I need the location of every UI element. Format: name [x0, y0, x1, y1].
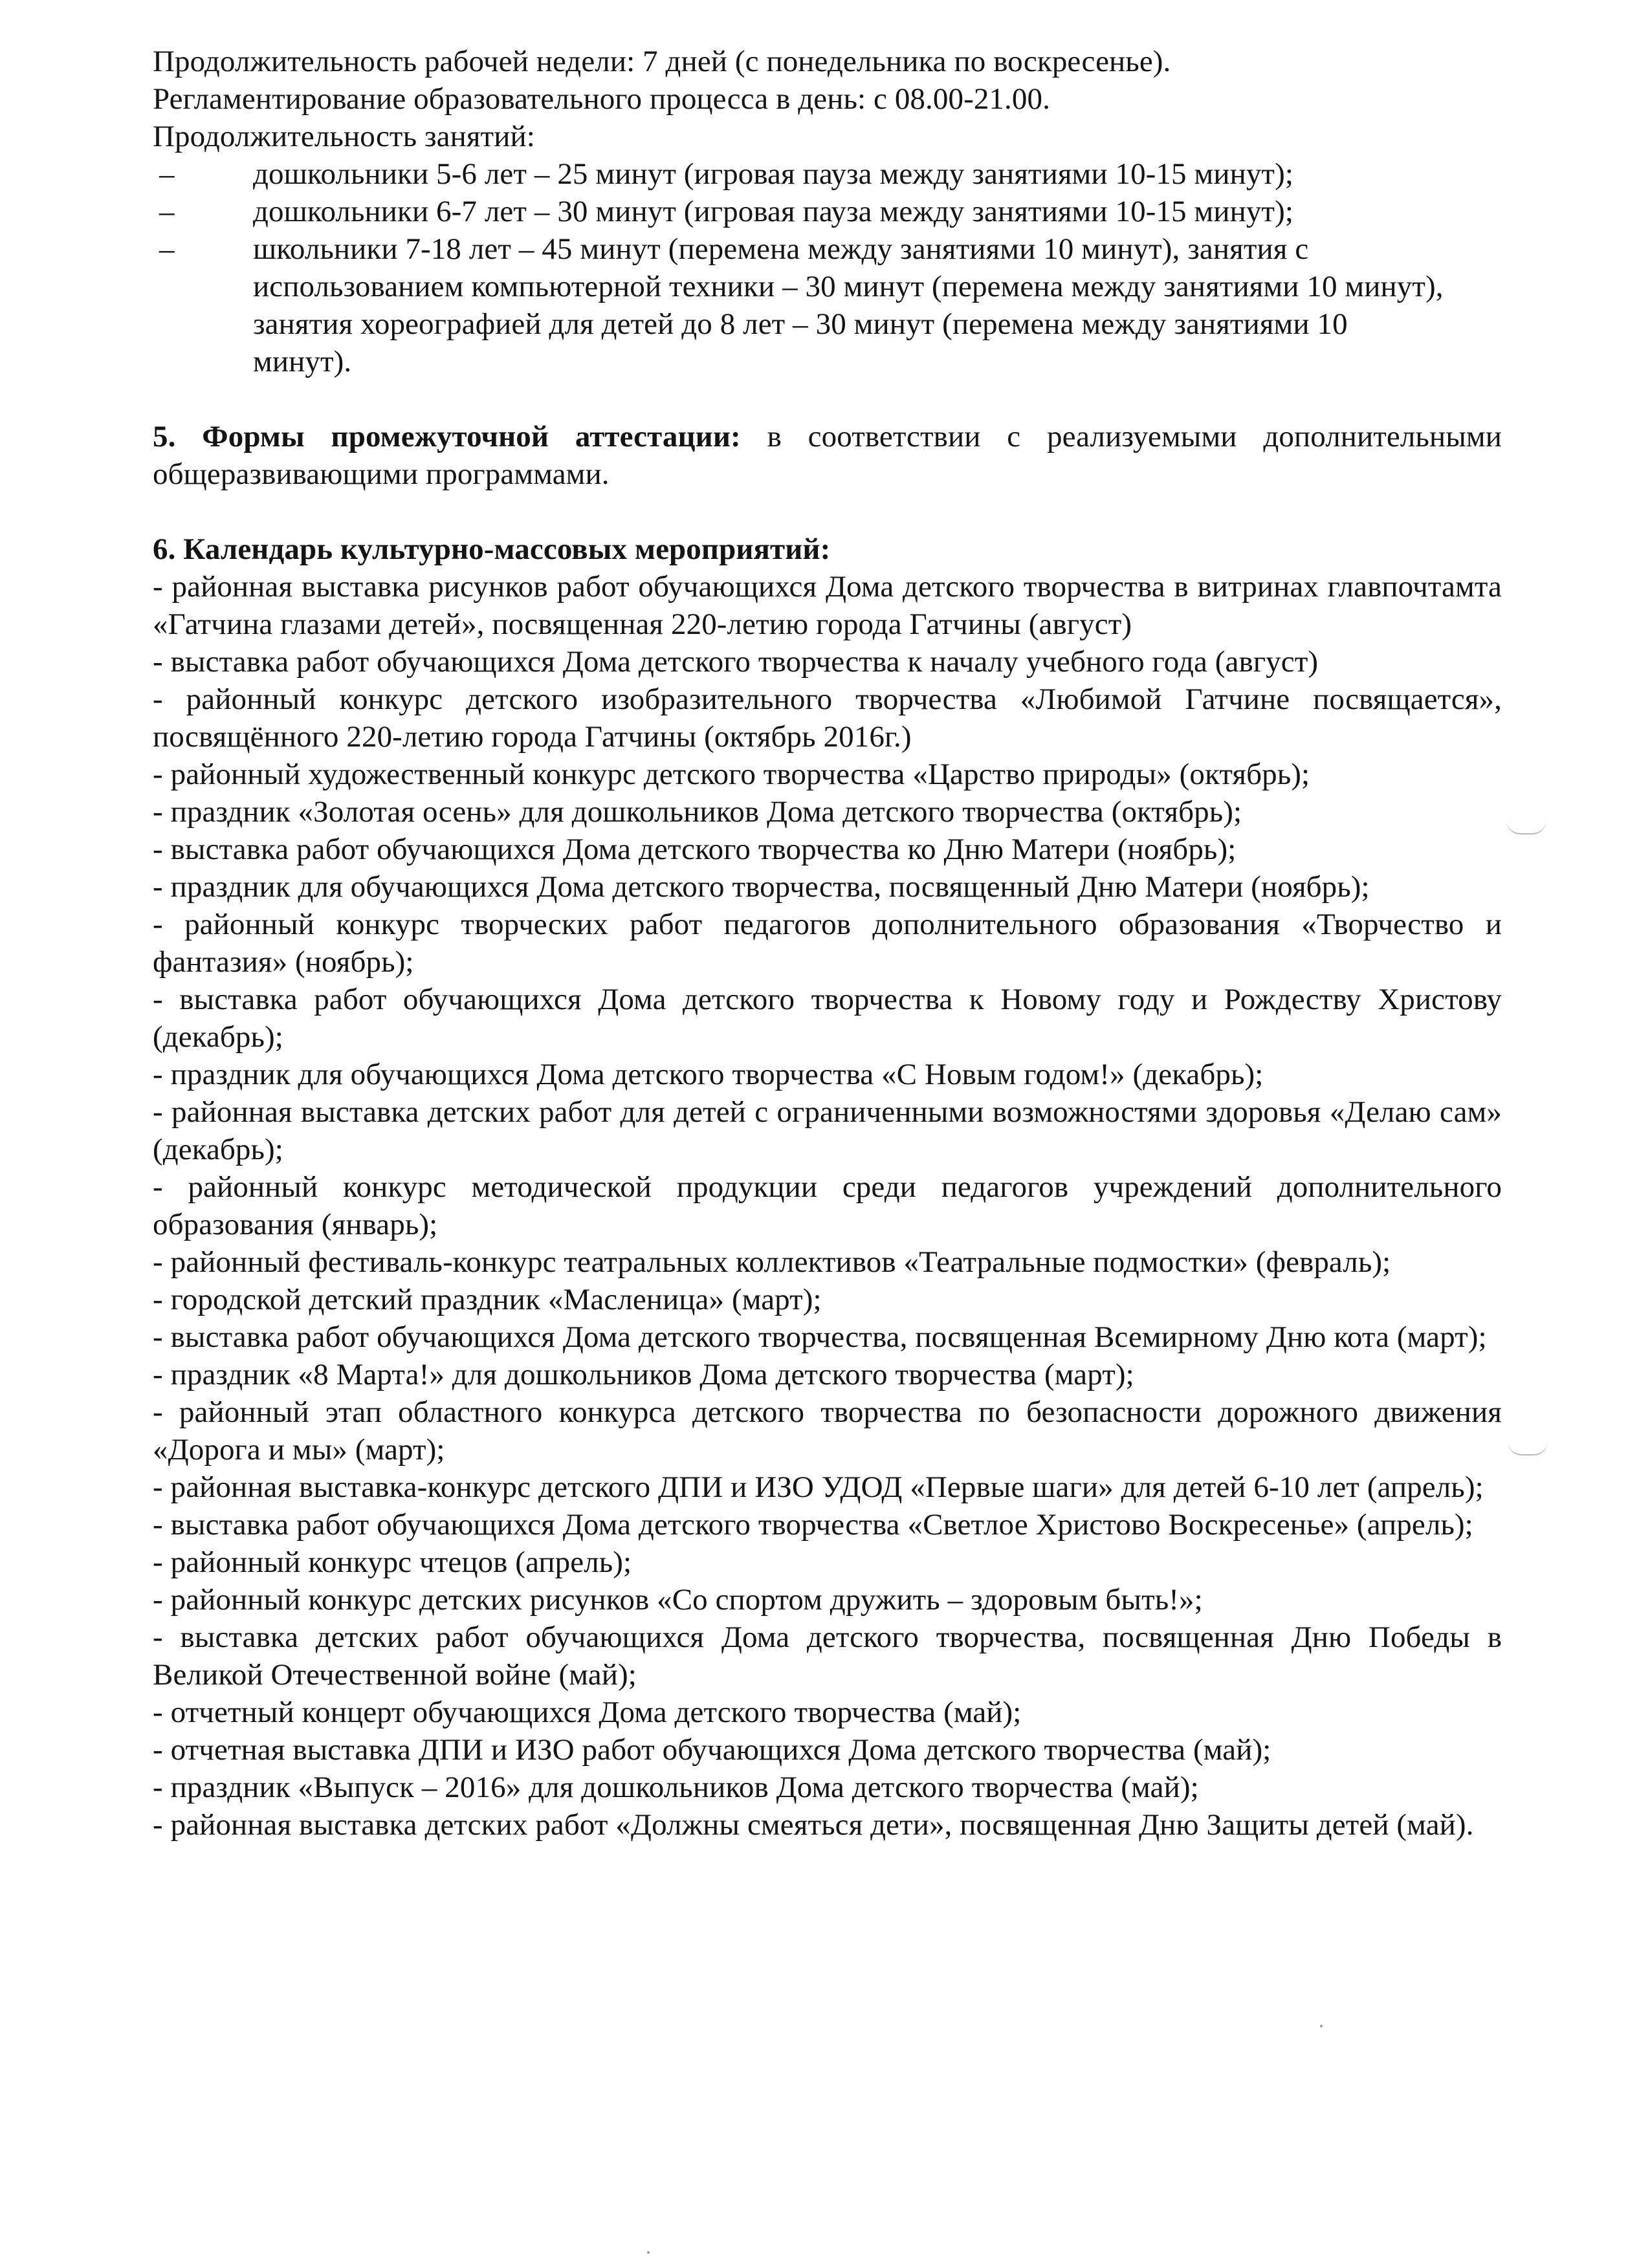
section-6-heading: 6. Календарь культурно-массовых мероприятий:	[153, 532, 831, 566]
duration-list	[153, 155, 1502, 380]
event-item: - выставка работ обучающихся Дома детского творчества к Новому году и Рождеству Христову (декабрь);	[153, 983, 1502, 1054]
section-5-text: в соответствии с реализуемыми дополнительными общеразвивающими программами.	[153, 420, 1502, 491]
section-5-heading: 5. Формы промежуточной аттестации:	[153, 420, 741, 453]
events-list	[153, 568, 1502, 1844]
event-item: - отчетный концерт обучающихся Дома детского творчества (май);	[153, 1696, 1022, 1729]
duration-item	[159, 193, 1502, 230]
event-item: - отчетная выставка ДПИ и ИЗО работ обучающихся Дома детского творчества (май);	[153, 1733, 1271, 1767]
duration-text: школьники 7-18 лет – 45 минут (перемена между занятиями 10 минут), занятия с использованием компьютерной техники – 30 минут (перемена между занятиями 10 минут), занятия хореографией для детей до 8 лет – 30 минут (перемена между занятиями 10 минут).	[253, 232, 1444, 378]
duration-text: дошкольники 6-7 лет – 30 минут (игровая пауза между занятиями 10-15 минут);	[253, 195, 1293, 228]
event-item: - районная выставка детских работ «Должны смеяться дети», посвященная Дню Защиты детей (май).	[153, 1808, 1474, 1842]
daily-schedule-line: Регламентирование образовательного процесса в день: с 08.00-21.00.	[153, 82, 1050, 116]
duration-text: дошкольники 5-6 лет – 25 минут (игровая пауза между занятиями 10-15 минут);	[253, 157, 1293, 191]
scan-speck	[1320, 2025, 1323, 2027]
document-body	[153, 43, 1502, 1844]
event-item: - районная выставка рисунков работ обучающихся Дома детского творчества в витринах главпочтамта «Гатчина глазами детей», посвященная 220-летию города Гатчины (август)	[153, 570, 1502, 641]
dash-bullet: –	[159, 195, 175, 228]
event-item: - районный фестиваль-конкурс театральных коллективов «Театральные подмостки» (февраль);	[153, 1245, 1391, 1279]
event-item: - праздник для обучающихся Дома детского творчества «С Новым годом!» (декабрь);	[153, 1058, 1264, 1091]
section-5	[153, 418, 1502, 493]
event-item: - районный конкурс методической продукции среди педагогов учреждений дополнительного образования (январь);	[153, 1170, 1502, 1241]
event-item: - районная выставка-конкурс детского ДПИ и ИЗО УДОД «Первые шаги» для детей 6-10 лет (апрель);	[153, 1470, 1484, 1504]
event-item: - районный конкурс детского изобразительного творчества «Любимой Гатчине посвящается», посвящённого 220-летию города Гатчины (октябрь 2016г.)	[153, 682, 1502, 754]
event-item: - выставка работ обучающихся Дома детского творчества, посвященная Всемирному Дню кота (март);	[153, 1320, 1487, 1354]
event-item: - выставка работ обучающихся Дома детского творчества ко Дню Матери (ноябрь);	[153, 833, 1237, 866]
event-item: - районный художественный конкурс детского творчества «Царство природы» (октябрь);	[153, 758, 1310, 791]
event-item: - праздник «Выпуск – 2016» для дошкольников Дома детского творчества (май);	[153, 1771, 1199, 1804]
event-item: - районный конкурс творческих работ педагогов дополнительного образования «Творчество и фантазия» (ноябрь);	[153, 908, 1502, 979]
event-item: - выставка работ обучающихся Дома детского творчества «Светлое Христово Воскресенье» (апрель);	[153, 1508, 1473, 1542]
punch-hole-mark	[1506, 820, 1546, 834]
lesson-duration-heading: Продолжительность занятий:	[153, 120, 535, 153]
event-item: - городской детский праздник «Масленица» (март);	[153, 1283, 822, 1316]
event-item: - праздник «8 Марта!» для дошкольников Дома детского творчества (март);	[153, 1358, 1134, 1391]
dash-bullet: –	[159, 232, 175, 266]
event-item: - выставка детских работ обучающихся Дома детского творчества, посвященная Дню Победы в Великой Отечественной войне (май);	[153, 1620, 1502, 1692]
punch-hole-mark	[1508, 1441, 1548, 1456]
event-item: - выставка работ обучающихся Дома детского творчества к началу учебного года (август)	[153, 645, 1319, 679]
event-item: - праздник для обучающихся Дома детского творчества, посвященный Дню Матери (ноябрь);	[153, 870, 1370, 904]
duration-item	[159, 155, 1502, 193]
event-item: - районная выставка детских работ для детей с ограниченными возможностями здоровья «Делаю сам» (декабрь);	[153, 1095, 1502, 1166]
duration-item	[159, 230, 1502, 380]
event-item: - районный конкурс чтецов (апрель);	[153, 1545, 632, 1579]
work-week-line: Продолжительность рабочей недели: 7 дней (с понедельника по воскресенье).	[153, 45, 1171, 78]
dash-bullet: –	[159, 157, 175, 191]
event-item: - праздник «Золотая осень» для дошкольников Дома детского творчества (октябрь);	[153, 795, 1242, 829]
event-item: - районный конкурс детских рисунков «Со спортом дружить – здоровым быть!»;	[153, 1583, 1203, 1617]
event-item: - районный этап областного конкурса детского творчества по безопасности дорожного движения «Дорога и мы» (март);	[153, 1395, 1502, 1467]
scan-speck	[647, 2251, 650, 2254]
